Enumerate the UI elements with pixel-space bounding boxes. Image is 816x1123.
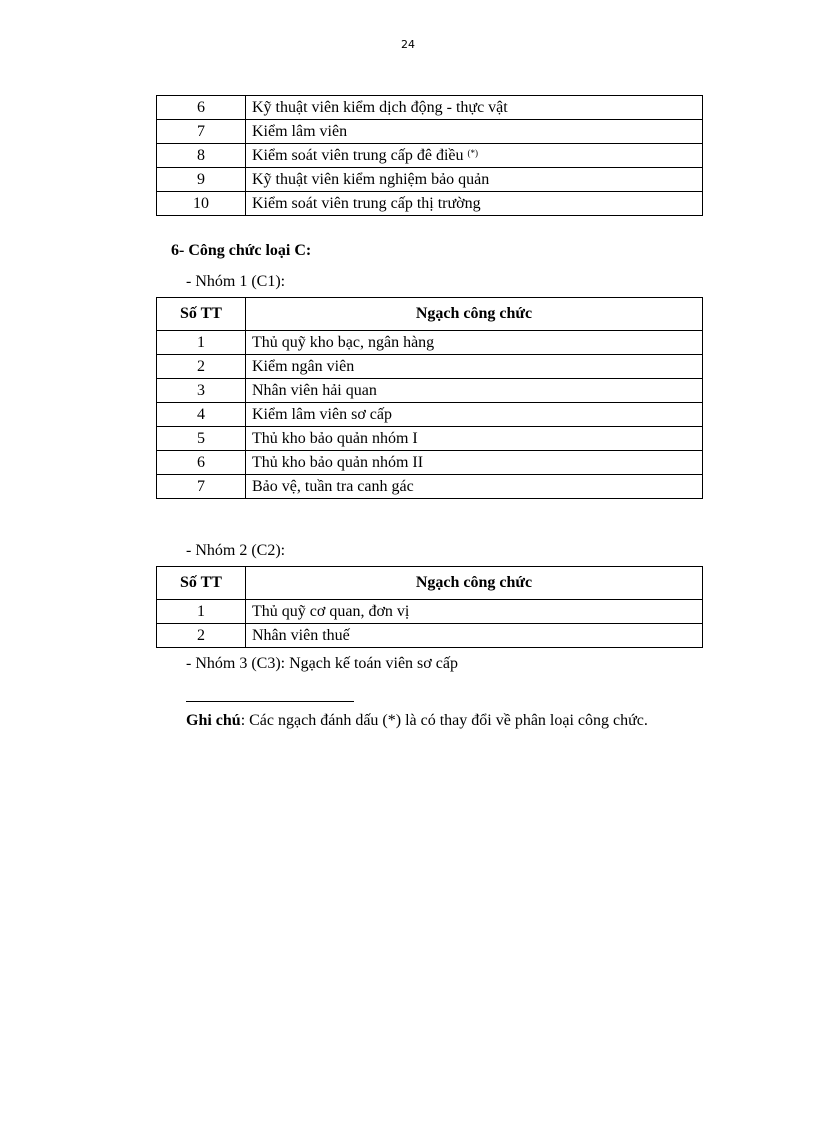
header-rank: Ngạch công chức	[246, 298, 703, 331]
rank-name: Kiểm ngân viên	[246, 355, 703, 379]
row-number: 8	[157, 144, 246, 168]
rank-name: Nhân viên thuế	[246, 624, 703, 648]
row-number: 1	[157, 331, 246, 355]
rank-name: Thủ kho bảo quản nhóm II	[246, 451, 703, 475]
rank-name: Kiểm lâm viên	[246, 120, 703, 144]
rank-name: Bảo vệ, tuần tra canh gác	[246, 475, 703, 499]
group3-label: - Nhóm 3 (C3): Ngạch kế toán viên sơ cấp	[186, 655, 458, 672]
table-header-row	[157, 298, 703, 331]
table-row	[157, 427, 703, 451]
section-heading: 6- Công chức loại C:	[171, 242, 312, 259]
table-row	[157, 192, 703, 216]
table-row	[157, 331, 703, 355]
rank-name: Thủ kho bảo quản nhóm I	[246, 427, 703, 451]
rank-name: Nhân viên hải quan	[246, 379, 703, 403]
row-number: 4	[157, 403, 246, 427]
group1-table	[156, 297, 703, 499]
table-row	[157, 96, 703, 120]
table-row	[157, 379, 703, 403]
footnote-rule	[186, 701, 354, 702]
footnote-label: Ghi chú	[186, 712, 241, 729]
rank-name: Kỹ thuật viên kiểm dịch động - thực vật	[246, 96, 703, 120]
footnote-text: : Các ngạch đánh dấu (*) là có thay đổi về phân loại công chức.	[240, 712, 648, 729]
table-row	[157, 600, 703, 624]
header-number: Số TT	[157, 298, 246, 331]
rank-name: Kiểm soát viên trung cấp đê điều (*)	[246, 144, 703, 168]
row-number: 7	[157, 475, 246, 499]
table-row	[157, 403, 703, 427]
footnote	[186, 712, 648, 730]
header-rank: Ngạch công chức	[246, 567, 703, 600]
group2-label: - Nhóm 2 (C2):	[186, 542, 286, 559]
row-number: 2	[157, 355, 246, 379]
group1-label: - Nhóm 1 (C1):	[186, 273, 286, 290]
row-number: 6	[157, 451, 246, 475]
rank-name: Thủ quỹ cơ quan, đơn vị	[246, 600, 703, 624]
row-number: 7	[157, 120, 246, 144]
row-number: 2	[157, 624, 246, 648]
row-number: 5	[157, 427, 246, 451]
table-row	[157, 120, 703, 144]
table-row	[157, 168, 703, 192]
table-row	[157, 475, 703, 499]
row-number: 9	[157, 168, 246, 192]
header-number: Số TT	[157, 567, 246, 600]
continued-table	[156, 95, 703, 216]
table-row	[157, 355, 703, 379]
group2-table	[156, 566, 703, 648]
table-row	[157, 624, 703, 648]
rank-name: Kỹ thuật viên kiểm nghiệm bảo quản	[246, 168, 703, 192]
rank-name: Kiểm lâm viên sơ cấp	[246, 403, 703, 427]
table-row	[157, 451, 703, 475]
row-number: 1	[157, 600, 246, 624]
page-number: 24	[401, 38, 415, 51]
row-number: 10	[157, 192, 246, 216]
table-row	[157, 144, 703, 168]
row-number: 3	[157, 379, 246, 403]
rank-name: Kiểm soát viên trung cấp thị trường	[246, 192, 703, 216]
rank-name: Thủ quỹ kho bạc, ngân hàng	[246, 331, 703, 355]
row-number: 6	[157, 96, 246, 120]
change-marker: (*)	[467, 147, 478, 158]
table-header-row	[157, 567, 703, 600]
